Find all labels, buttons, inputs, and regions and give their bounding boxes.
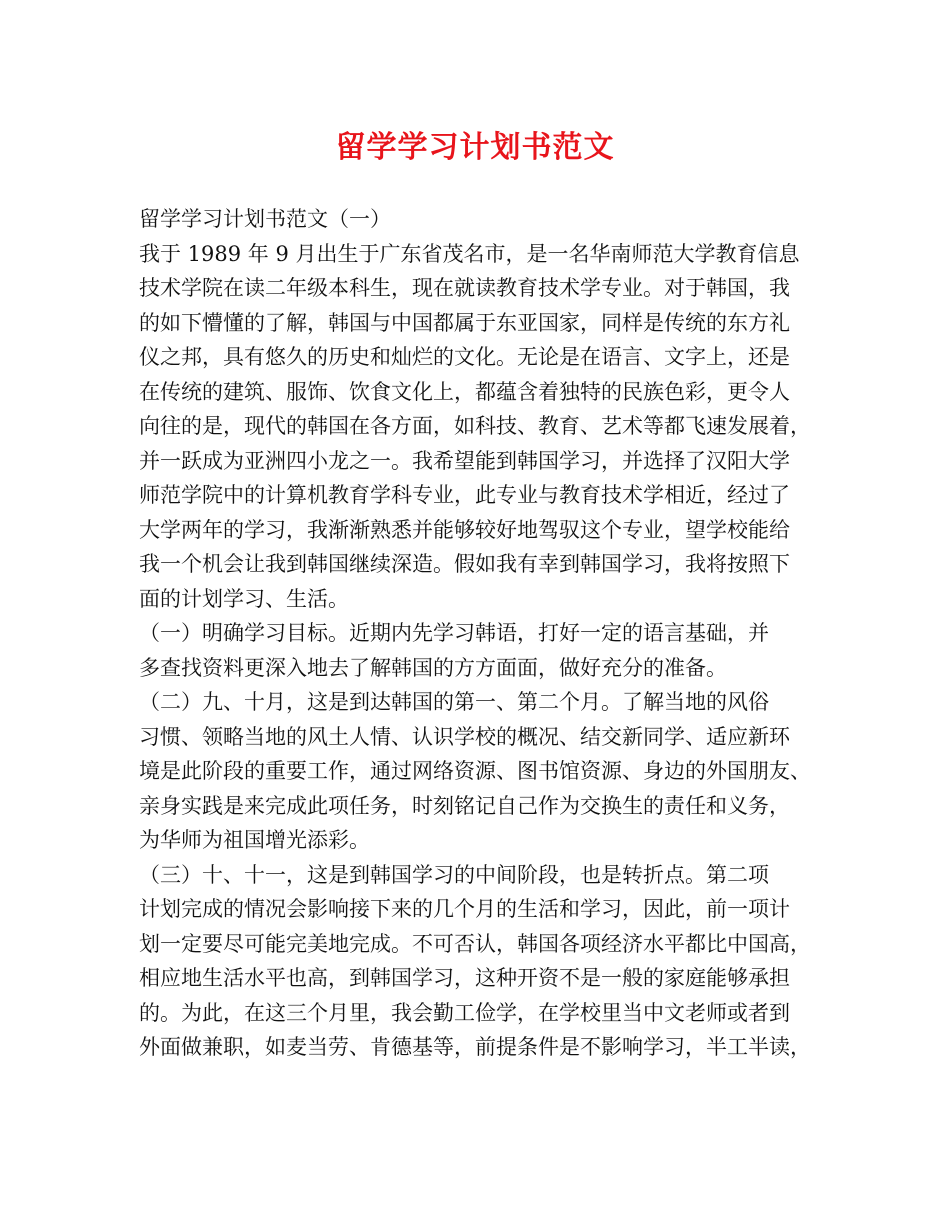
paragraph-line: 相应地生活水平也高，到韩国学习，这种开资不是一般的家庭能够承担 [139, 966, 790, 990]
paragraph-line: 为华师为祖国增光添彩。 [139, 828, 370, 852]
paragraph-line: 计划完成的情况会影响接下来的几个月的生活和学习，因此，前一项计 [139, 897, 790, 921]
paragraph-line: 大学两年的学习，我渐渐熟悉并能够较好地驾驭这个专业，望学校能给 [139, 517, 790, 542]
paragraph-line: 习惯、领略当地的风土人情、认识学校的概况、结交新同学、适应新环 [139, 724, 790, 749]
paragraph-line: 我一个机会让我到韩国继续深造。假如我有幸到韩国学习，我将按照下 [139, 552, 790, 576]
paragraph-line: （二）九、十月，这是到达韩国的第一、第二个月。了解当地的风俗 [139, 690, 769, 714]
document-body [139, 202, 829, 1065]
paragraph-line: 向往的是，现代的韩国在各方面，如科技、教育、艺术等都飞速发展着， [139, 414, 811, 438]
section-heading: 留学学习计划书范文（一） [139, 207, 391, 231]
paragraph-line: 在传统的建筑、服饰、饮食文化上，都蕴含着独特的民族色彩，更令人 [139, 379, 790, 404]
paragraph-line: 师范学院中的计算机教育学科专业，此专业与教育技术学相近，经过了 [139, 483, 790, 507]
paragraph-line: （三）十、十一，这是到韩国学习的中间阶段，也是转折点。第二项 [139, 862, 769, 887]
paragraph-line: （一）明确学习目标。近期内先学习韩语，打好一定的语言基础，并 [139, 621, 769, 645]
paragraph-line: 仪之邦，具有悠久的历史和灿烂的文化。无论是在语言、文字上，还是 [139, 345, 790, 369]
paragraph-line: 多查找资料更深入地去了解韩国的方方面面，做好充分的准备。 [139, 655, 727, 680]
paragraph-line: 划一定要尽可能完美地完成。不可否认，韩国各项经济水平都比中国高， [139, 931, 811, 956]
paragraph-line: 并一跃成为亚洲四小龙之一。我希望能到韩国学习，并选择了汉阳大学 [139, 448, 790, 473]
paragraph-line: 的。为此，在这三个月里，我会勤工俭学，在学校里当中文老师或者到 [139, 1000, 790, 1025]
paragraph-line: 的如下懵懂的了解，韩国与中国都属于东亚国家，同样是传统的东方礼 [139, 310, 790, 335]
paragraph-line: 亲身实践是来完成此项任务，时刻铭记自己作为交换生的责任和义务， [139, 793, 790, 818]
paragraph-line: 技术学院在读二年级本科生，现在就读教育技术学专业。对于韩国，我 [139, 276, 790, 300]
paragraph-line: 外面做兼职，如麦当劳、肯德基等，前提条件是不影响学习，半工半读， [139, 1035, 811, 1059]
paragraph-line: 境是此阶段的重要工作，通过网络资源、图书馆资源、身边的外国朋友、 [139, 759, 811, 783]
document-title: 留学学习计划书范文 [335, 130, 615, 165]
paragraph-line: 我于 1989 年 9 月出生于广东省茂名市，是一名华南师范大学教育信息 [139, 241, 800, 266]
paragraph-line: 面的计划学习、生活。 [139, 586, 349, 611]
